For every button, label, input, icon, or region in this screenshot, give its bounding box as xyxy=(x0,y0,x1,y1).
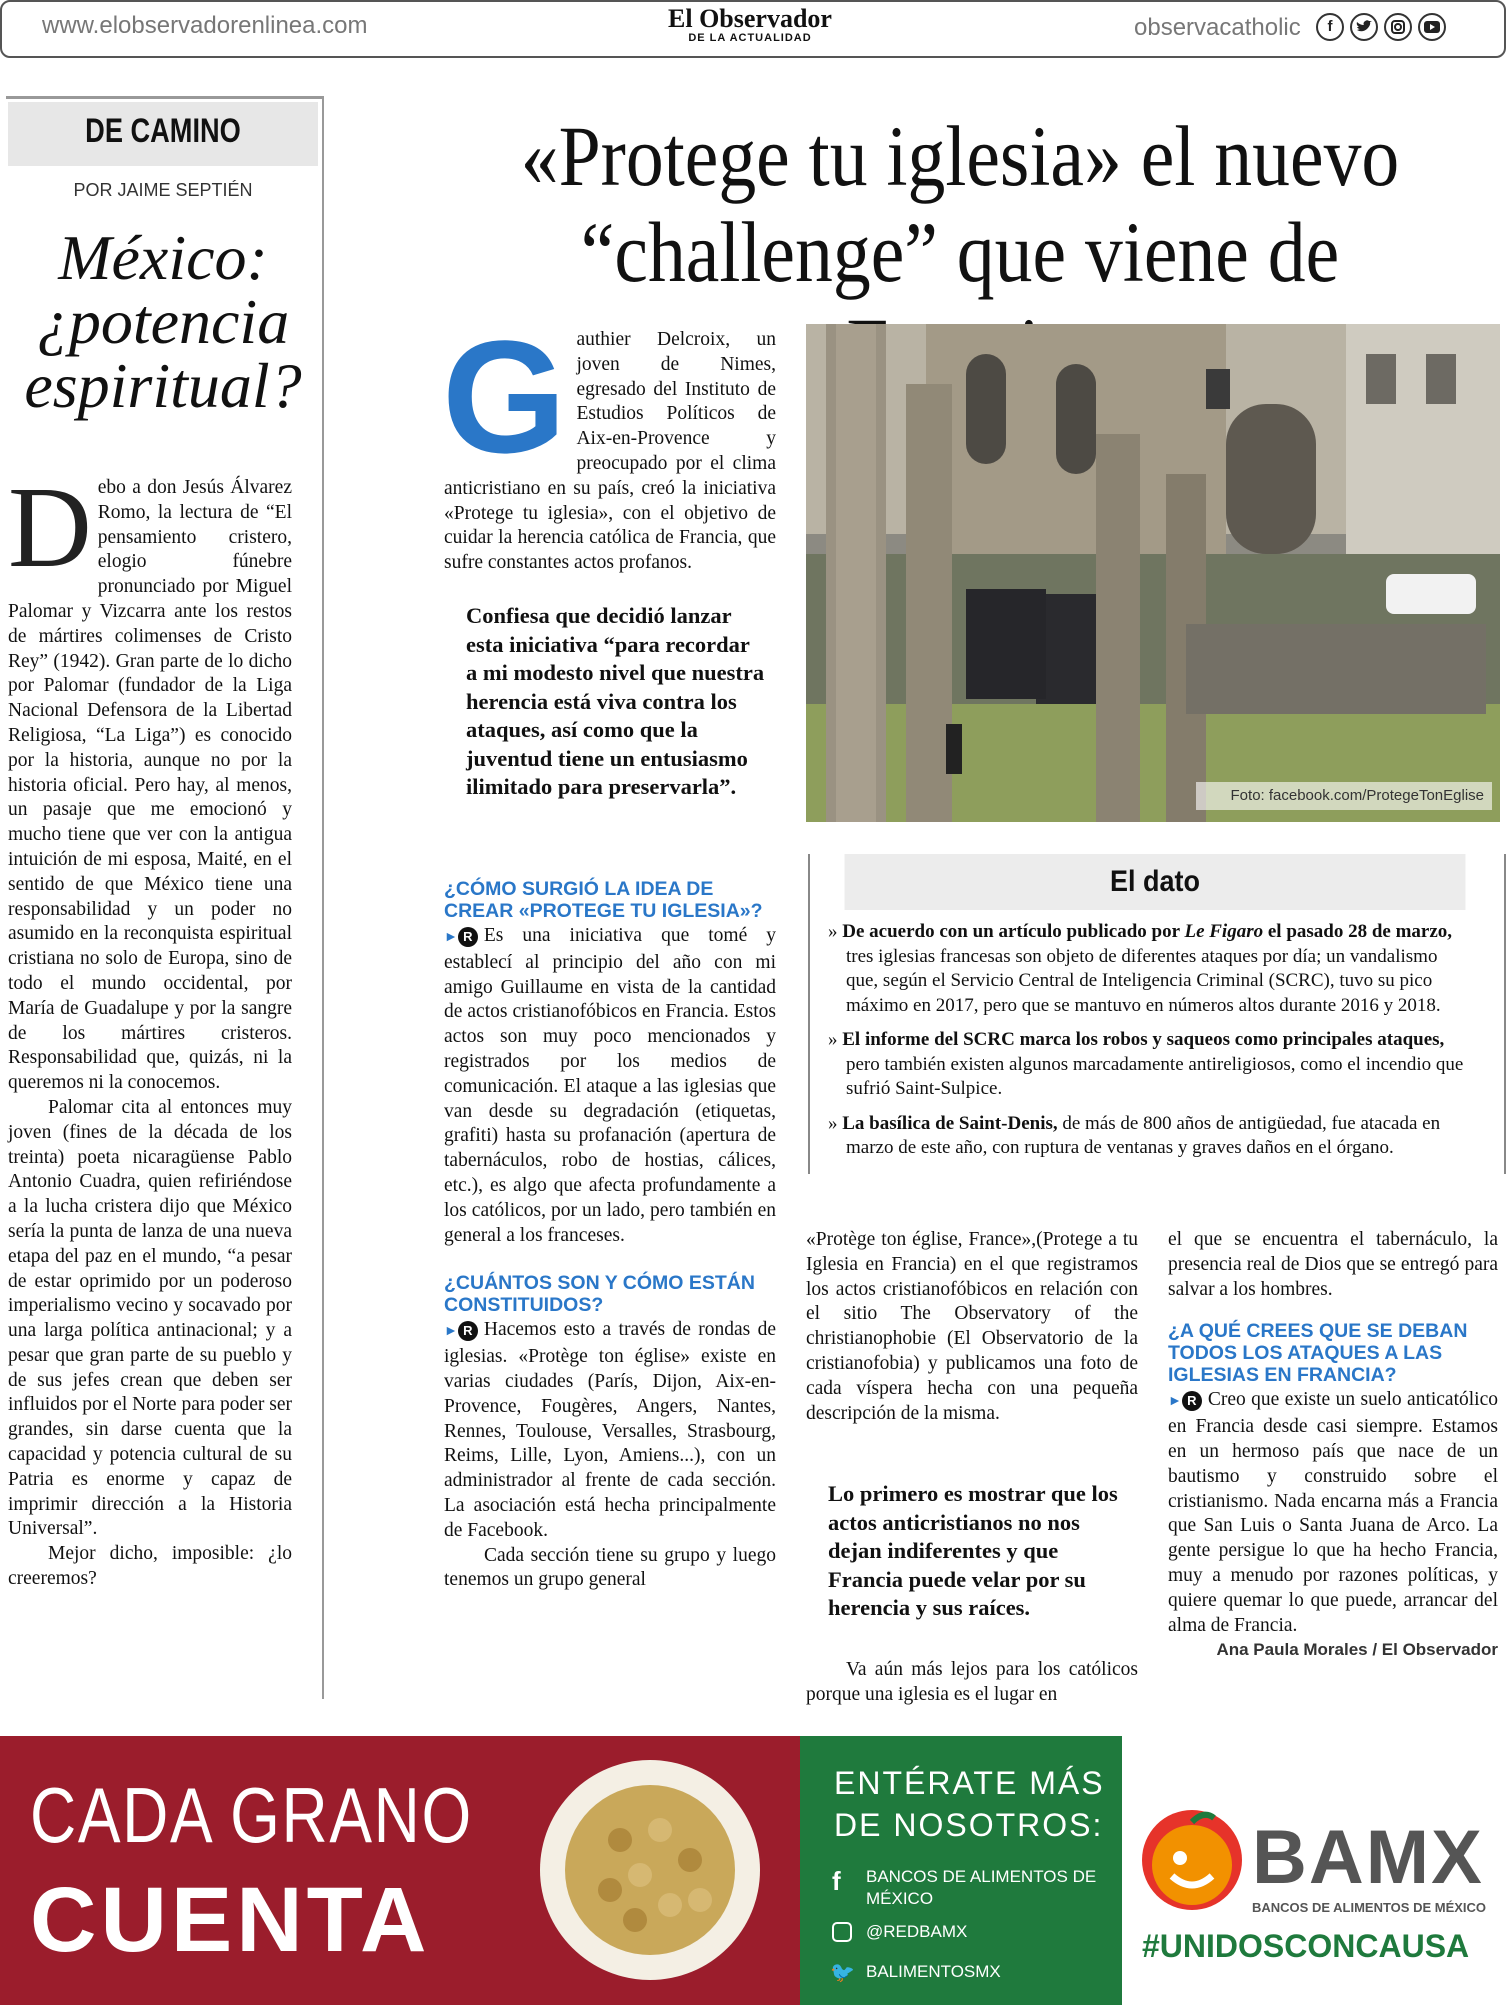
answer-1 xyxy=(444,924,776,1248)
column-b-text: «Protège ton église, France»,(Protege a tu Iglesia en Francia) en el que registramos los actos cristianofóbicos en relación con el sitio The Observatory of the christianophobie (El Observatorio de la cristianofobia) y publicamos una foto de cada víspera hecha con una pequeña descripción de la misma. xyxy=(806,1229,1138,1424)
ad-line-2: CUENTA xyxy=(30,1869,431,1971)
ad-green-title xyxy=(834,1762,1105,1846)
el-dato-list xyxy=(828,920,1470,1171)
bamx-logo-icon xyxy=(1142,1810,1242,1910)
site-url[interactable]: www.elobservadorenlinea.com xyxy=(42,12,368,39)
el-dato-title: El dato xyxy=(845,854,1466,910)
dato-item-2: » El informe del SCRC marca los robos y saqueos como principales ataques, pero también existen algunos marcadamente antireligiosos, como el incendio que sufrió Saint-Sulpice. xyxy=(828,1029,1464,1099)
column-headline: México: ¿potencia espiritual? xyxy=(24,222,302,421)
ad-facebook-icon[interactable]: f xyxy=(832,1866,841,1896)
answer-r-icon: R xyxy=(458,927,478,947)
masthead-title: El Observador xyxy=(668,4,832,33)
article-headline: «Protege tu iglesia» el nuevo “challenge” que viene de xyxy=(520,108,1400,300)
instagram-icon[interactable] xyxy=(1384,13,1412,41)
column-b-text-2: Va aún más lejos para los católicos porque una iglesia es el lugar en xyxy=(806,1659,1138,1705)
article-photo xyxy=(806,324,1500,822)
article-byline: Ana Paula Morales / El Observador xyxy=(1216,1640,1498,1660)
masthead xyxy=(600,6,900,44)
article-dropcap: G xyxy=(442,307,567,486)
ad-line-1: CADA GRANO xyxy=(30,1771,473,1859)
article-column-b xyxy=(806,1228,1138,1426)
answer-r-icon: R xyxy=(458,1321,478,1341)
ad-twitter-icon[interactable]: 🐦 xyxy=(830,1962,855,1984)
article-column-a xyxy=(444,878,776,1593)
column-dropcap: D xyxy=(8,464,92,592)
ad-facebook-label[interactable]: BANCOS DE ALIMENTOS DE MÉXICO xyxy=(866,1867,1097,1908)
dato-item-3: » La basílica de Saint-Denis, de más de 800 años de antigüedad, fue atacada en marzo de este año, con ruptura de ventanas y graves daños en el órgano. xyxy=(828,1112,1441,1158)
column-paragraph-3: Mejor dicho, imposible: ¿lo creeremos? xyxy=(8,1543,292,1590)
answer-arrow-icon: ► xyxy=(1168,1394,1182,1410)
question-2: ¿CUÁNTOS SON Y CÓMO ESTÁN CONSTITUIDOS? xyxy=(444,1272,755,1317)
ad-beans-plate xyxy=(540,1760,760,1980)
column-author: POR JAIME SEPTIÉN xyxy=(73,180,253,200)
answer-2-text: Hacemos esto a través de rondas de iglesias. «Protège ton église» existe en varias ciudades (París, Dijon, Aix-en-Provence, Fougères, Angers, Nantes, Rennes, Toulouse, Versalles, Strasbourg, Reims, Lille, Lyon, Amiens...), con un administrador al frente de cada sección. La asociación está hecha principalmente de Facebook. xyxy=(444,1319,776,1541)
ad-instagram-icon[interactable] xyxy=(832,1922,852,1942)
question-1: ¿CÓMO SURGIÓ LA IDEA DE CREAR «PROTEGE TU IGLESIA»? xyxy=(444,878,763,922)
article-column-c xyxy=(1168,1228,1498,1660)
column-body xyxy=(8,464,292,1592)
answer-arrow-icon: ► xyxy=(444,930,458,945)
answer-1-text: Es una iniciativa que tomé y establecí al principio del año con mi amigo Guillaume en vista de la cantidad de actos cristianofóbicos en Francia. Estos actos son muy poco mencionados y registrados por los medios de comunicación. El ataque a las iglesias que van desde su degradación (etiquetas, grafiti) hasta su profanación (apertura de tabernáculos, robo de hostias, cálices, etc.), es algo que afecta profundamente a los católicos, por un lado, pero también en general a los franceses. xyxy=(444,925,776,1246)
bamx-brand: BAMX xyxy=(1252,1815,1484,1900)
answer-arrow-icon: ► xyxy=(444,1324,458,1340)
column-c-text: el que se encuentra el tabernáculo, la presencia real de Dios que se entregó para salvar a los hombres. xyxy=(1168,1229,1498,1300)
ad-instagram-label[interactable]: @REDBAMX xyxy=(866,1922,968,1941)
article-intro xyxy=(442,307,776,576)
social-handle: observacatholic xyxy=(1134,14,1301,41)
facebook-icon[interactable]: f xyxy=(1316,13,1344,41)
photo-credit: Foto: facebook.com/ProtegeTonEglise xyxy=(1196,782,1492,810)
answer-3 xyxy=(1168,1388,1498,1638)
dato-item-1: » De acuerdo con un artículo publicado por Le Figaro el pasado 28 de marzo, tres iglesias francesas son objeto de diferentes ataques por día; un vandalismo que, según el Servicio Central de Inteligencia Criminal (SCRC), tuvo su pico máximo en 2017, pero que se mantuvo en números altos durante 2016 y 2018. xyxy=(828,921,1453,1016)
column-section-title: DE CAMINO xyxy=(85,112,241,150)
twitter-icon[interactable] xyxy=(1350,13,1378,41)
ad-green-title-1: ENTÉRATE MÁS xyxy=(834,1765,1105,1801)
column-paragraph-2: Palomar cita al entonces muy joven (fines de la década de los treinta) poeta nicaragüense Pablo Antonio Cuadra, quien refiriéndose a la lucha cristera dijo que México sería la punta de lanza de una nueva etapa del paz en el mundo, “a pesar de estar oprimido por un poderoso imperialismo vecino y socavado por una larga política antinacional; y a pesar que gran parte de su pueblo y de sus jefes crean que deben ser influidos por el Norte para poder ser grandes, sin darse cuenta que la capacidad y potencia cultural de su Patria es enorme y capaz de imprimir dirección a la Historia Universal”. xyxy=(8,1096,292,1540)
pull-quote-1: Confiesa que decidió lanzar esta iniciativa “para recordar a mi modesto nivel que nuestra herencia está viva contra los ataques, así como que la juventud tiene un entusiasmo ilimitado para preservarla”. xyxy=(466,603,765,799)
masthead-subtitle: DE LA ACTUALIDAD xyxy=(688,32,812,44)
answer-2-continued: Cada sección tiene su grupo y luego tenemos un grupo general xyxy=(444,1544,776,1591)
answer-2 xyxy=(444,1318,776,1543)
answer-3-text: Creo que existe un suelo anticatólico en Francia desde casi siempre. Estamos en un hermoso país que nace de un bautismo y construido sobre el cristianismo. Nada encarna más a Francia que San Luis o Santa Juana de Arco. La gente persigue lo que ha hecho Francia, muy a menudo por razones políticas, y quiere quemar lo que puede, arrancar del alma de Francia. xyxy=(1168,1389,1498,1636)
ad-twitter-label[interactable]: BALIMENTOSMX xyxy=(866,1962,1001,1981)
answer-r-icon: R xyxy=(1182,1391,1202,1411)
bamx-brand-sub: BANCOS DE ALIMENTOS DE MÉXICO xyxy=(1252,1900,1487,1915)
ad-green-title-2: DE NOSOTROS: xyxy=(834,1807,1104,1843)
question-3: ¿A QUÉ CREES QUE SE DEBAN TODOS LOS ATAQUES A LAS IGLESIAS EN FRANCIA? xyxy=(1168,1320,1468,1387)
column-paragraph-1: ebo a don Jesús Álvarez Romo, la lectura de “El pensamiento cristero, elogio fúnebre pronunciado por Miguel Palomar y Vizcarra ante los restos de mártires colimenses de Cristo Rey” (1942). Gran parte de lo dicho por Palomar (fundador de la Liga Nacional Defensora de la Libertad Religiosa, “La Liga”) es conocido por la historia, aunque no por la historia oficial. Pero hay, al menos, un pasaje que me emocionó y mucho tiene que ver con la antigua intuición de mi esposa, Maité, en el sentido de que México tiene una responsabilidad y un poder no asumido en la reconquista espiritual cristiana no solo de Europa, sino de todo el mundo occidental, por María de Guadalupe y por la sangre de los mártires cristeros. Responsabilidad que, quizás, ni la queremos ni la conocemos. xyxy=(8,477,292,1094)
pull-quote-2: Lo primero es mostrar que los actos anticristianos no nos dejan indiferentes y que Francia puede velar por su herencia y sus raíces. xyxy=(828,1481,1118,1620)
article-intro-text: authier Delcroix, un joven de Nimes, egresado del Instituto de Estudios Políticos de Aix-en-Provence y preocupado por el clima anticristiano en su país, creó la iniciativa «Protege tu iglesia», con el objetivo de cuidar la herencia católica de Francia, que sufre constantes actos profanos. xyxy=(444,329,776,574)
ad-hashtag: #UNIDOSCONCAUSA xyxy=(1142,1928,1470,1964)
youtube-icon[interactable] xyxy=(1418,13,1446,41)
